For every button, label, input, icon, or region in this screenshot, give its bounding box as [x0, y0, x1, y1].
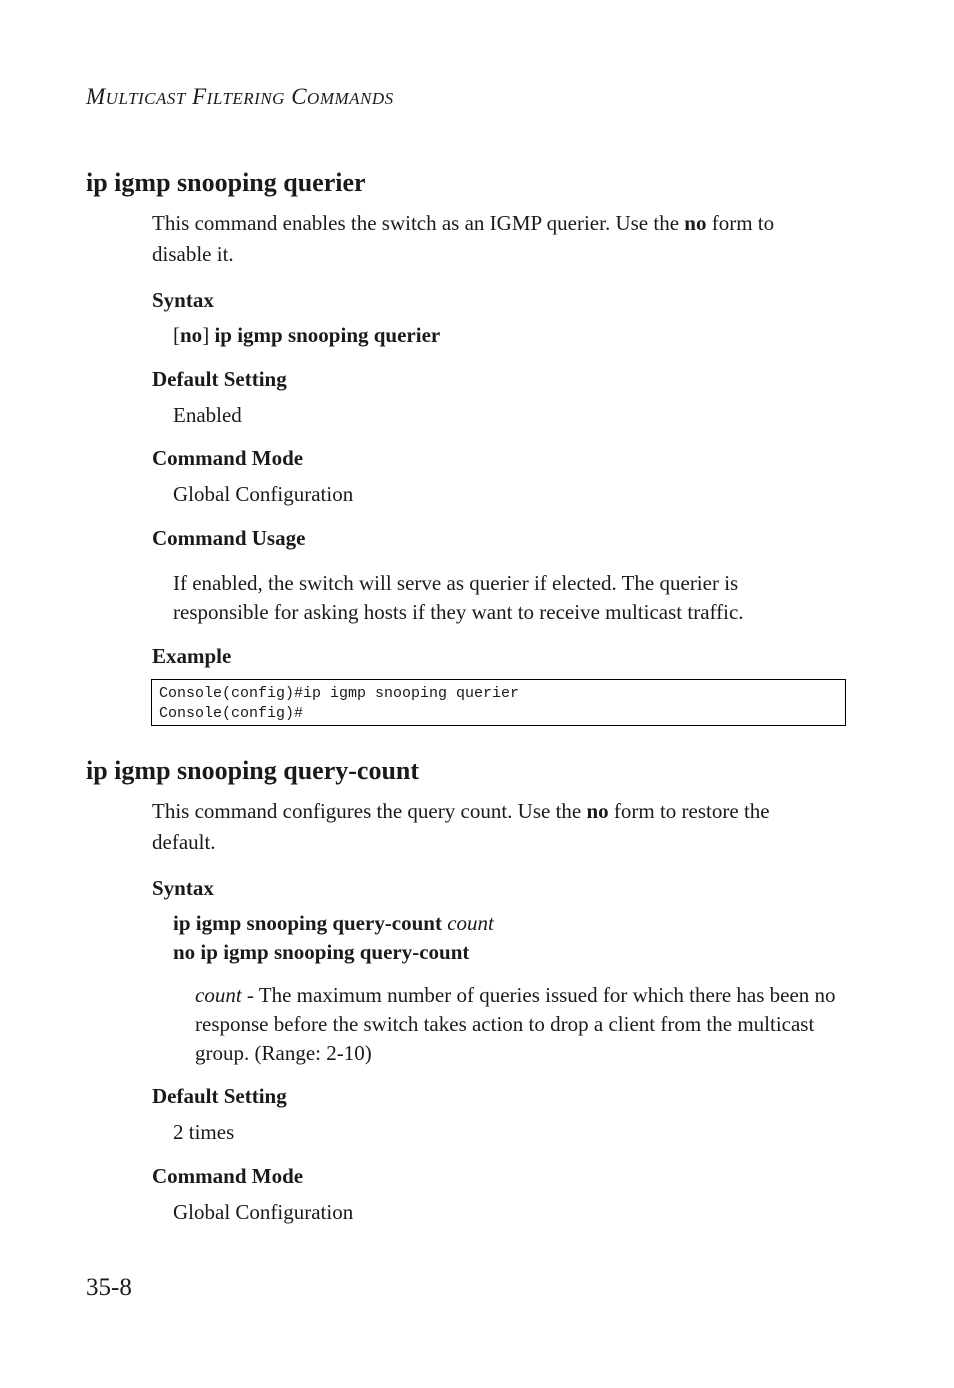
- section1-default-value: Enabled: [173, 403, 242, 427]
- section2-default-value: 2 times: [173, 1120, 235, 1144]
- section1-desc-pre: This command enables the switch as an IGMP querier. Use the: [152, 211, 685, 235]
- header-word-2-rest: ILTERING: [206, 89, 285, 108]
- section1-description-line2: disable it.: [152, 242, 234, 266]
- header-word-3-rest: OMMANDS: [307, 89, 394, 108]
- running-header: [86, 84, 394, 110]
- section1-description-line1: [152, 208, 774, 238]
- section1-default-label: Default Setting: [152, 367, 287, 391]
- syntax-parameter: count: [447, 911, 494, 935]
- section1-desc-post: form to: [706, 211, 775, 235]
- section2-parameter-description: [195, 981, 845, 1068]
- section-title-query-count: ip igmp snooping query-count: [86, 756, 420, 785]
- section1-example-label: Example: [152, 644, 232, 668]
- header-word-2-cap: F: [192, 84, 207, 109]
- section-title-querier: ip igmp snooping querier: [86, 168, 366, 197]
- parameter-text: - The maximum number of queries issued for which there has been no response before the switch takes action to drop a client from the multicast group. (Range: 2-10): [195, 983, 836, 1065]
- code-example: [151, 679, 846, 726]
- section1-mode-value: Global Configuration: [173, 482, 354, 506]
- code-line: Console(config)#ip igmp snooping querier: [159, 685, 520, 702]
- section2-desc-bold: no: [586, 799, 609, 823]
- section1-syntax-label: Syntax: [152, 288, 214, 312]
- section2-desc-post: form to restore the: [608, 799, 770, 823]
- syntax-command-no: no ip igmp snooping query-count: [173, 940, 470, 964]
- section1-syntax: [173, 323, 440, 348]
- page-number: 35-8: [86, 1274, 132, 1301]
- section2-description-line2: default.: [152, 830, 216, 854]
- section1-usage-label: Command Usage: [152, 526, 306, 550]
- syntax-command: ip igmp snooping querier: [209, 323, 441, 347]
- syntax-bracket-close: ]: [202, 323, 210, 347]
- header-word-1-rest: ULTICAST: [105, 89, 186, 108]
- section2-syntax-label: Syntax: [152, 876, 214, 900]
- section2-description-line1: [152, 796, 770, 826]
- section1-mode-label: Command Mode: [152, 446, 304, 470]
- header-word-1-cap: M: [86, 84, 106, 109]
- section2-syntax-line1: [173, 911, 494, 936]
- section2-mode-value: Global Configuration: [173, 1200, 354, 1224]
- section2-syntax-line2: [173, 940, 469, 965]
- section2-mode-label: Command Mode: [152, 1164, 304, 1188]
- section2-default-label: Default Setting: [152, 1084, 287, 1108]
- syntax-bracket-open: [: [173, 323, 180, 347]
- parameter-name: count: [195, 983, 242, 1007]
- section1-usage-text: If enabled, the switch will serve as querier if elected. The querier is responsible for asking hosts if they want to receive multicast traffic.: [173, 571, 744, 624]
- syntax-command: ip igmp snooping query-count: [173, 911, 442, 935]
- code-line: Console(config)#: [159, 705, 304, 722]
- syntax-no: no: [180, 323, 203, 347]
- header-word-3-cap: C: [291, 84, 308, 109]
- section1-desc-bold: no: [684, 211, 707, 235]
- section2-desc-pre: This command configures the query count. Use the: [152, 799, 587, 823]
